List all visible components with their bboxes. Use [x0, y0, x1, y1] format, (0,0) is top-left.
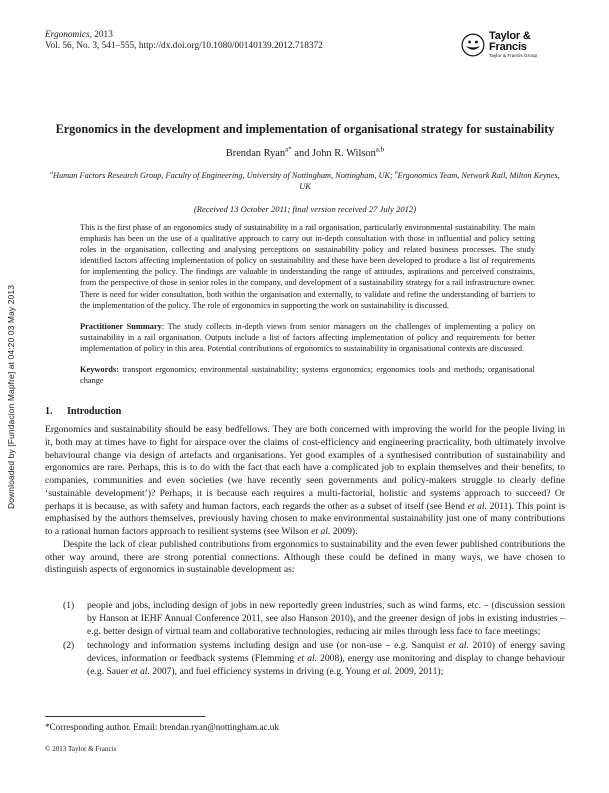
keywords-text: transport ergonomics; environmental sustainability; systems ergonomics; ergonomics tools and methods; organisational change	[80, 365, 535, 386]
publisher-name: Taylor & Francis	[489, 29, 531, 53]
affiliation-a: Human Factors Research Group, Faculty of Engineering, University of Nottingham, Nottingham, UK;	[53, 171, 395, 180]
page-title: Ergonomics in the development and implementation of organisational strategy for sustainability	[55, 122, 555, 136]
author-name-first: Brendan Ryan	[225, 148, 286, 159]
intro-p1-etal-1: et al.	[467, 500, 487, 512]
author-affiliation-marker-b: a,b	[375, 145, 385, 154]
affiliation-b: Ergonomics Team, Network Rail, Milton Keynes, UK	[299, 171, 560, 191]
affiliation-marker-a: a	[50, 170, 54, 177]
abstract-block	[80, 222, 535, 386]
list-item-etal-1: et al.	[448, 640, 469, 652]
publisher-logo	[461, 28, 565, 62]
intro-paragraph-2: Despite the lack of clear published contributions from ergonomics to sustainability and the even fewer published contributions the other way around, there are strong potential connections. Although these could be defined in many ways, we have chosen to distinguish aspects of ergonomics in sustainable development as:	[45, 538, 565, 576]
list-item-text-d: 2007), and fuel efficiency systems in driving (e.g. Young	[149, 665, 373, 677]
list-item-etal-3: et al.	[130, 665, 150, 677]
publisher-group-name: Taylor & Francis Group	[489, 53, 538, 59]
list-item-text-a: technology and information systems including design and use (or non-use – e.g. Sanquist	[87, 640, 449, 652]
author-affiliation-marker-a: a*	[285, 145, 292, 154]
author-list	[45, 145, 565, 159]
journal-volume-line: Vol. 56, No. 3, 541–555, http://dx.doi.org/10.1080/00140139.2012.718372	[45, 41, 323, 52]
journal-year: , 2013	[89, 30, 113, 40]
section-heading-introduction	[45, 406, 121, 417]
footnote-divider	[45, 716, 205, 717]
list-item	[45, 640, 565, 678]
keywords-label: Keywords:	[80, 365, 119, 375]
download-stamp	[0, 0, 22, 793]
affiliation-list	[45, 170, 565, 192]
list-item-etal-4: et al.	[373, 665, 393, 677]
intro-paragraph-1	[45, 424, 565, 539]
publisher-logo-text	[489, 31, 565, 59]
corresponding-author-footnote: *Corresponding author. Email: brendan.ryan@nottingham.ac.uk	[45, 722, 279, 732]
intro-p1-etal-2: et al.	[311, 526, 331, 537]
keywords-paragraph	[80, 364, 535, 386]
intro-p1-part-b: 2011). This point is emphasised by the authors themselves, previously having chosen to make environmental sustainability just one of many contributions to a rational human factors approach to resilient systems (see Wilson	[45, 500, 565, 537]
received-date: (Received 13 October 2011; final version received 27 July 2012)	[193, 204, 417, 214]
page-content	[45, 0, 565, 793]
abstract-paragraph: This is the first phase of an ergonomics study of sustainability in a rail organisation, particularly environmental sustainability. The main emphasis has been on the use of a qualitative approach to carry out in-depth consultation with those in influential and policy setting roles in the organisation, collecting and analysing perceptions on sustainability policy and related business processes. The study identified factors affecting implementation of policy on sustainability and these have been developed to produce a list of requirements for implementing the policy. The findings are valuable in understanding the range of attitudes, aspirations and perceived constraints, from the perspective of those in senior roles in the company, and development of a sustainability strategy for a rail infrastructure owner. There is need for wider consultation, both within the organisation and externally, to validate and refine the understanding of barriers to the implementation of the policy. The role of ergonomics in supporting the work on sustainability is discussed.	[80, 223, 535, 310]
intro-p1-part-a: Ergonomics and sustainability should be easy bedfellows. They are both concerned with improving the world for the people living in it, both may at times have to fight for airspace over the claims of cost-efficiency and engineering practicality, both ultimately involve behavioural change via design of artefacts and organisations. Yet good examples of a synthesised contribution of sustainability and ergonomics are rare. Perhaps, this is to do with the fact that each have a complicated job to explain themselves and their benefits, to companies, communities and even societies (we have recently seen governments and policy-makers struggle to clearly define ‘sustainable development’)? Perhaps, it is because each requires a multi-factorial, holistic and systems approach to succeed? Or perhaps it is because, as with safety and human factors, each regards the other as a subset of itself (see Bend	[45, 424, 565, 512]
list-item-marker: (1)	[63, 600, 75, 611]
list-item-marker: (2)	[63, 640, 75, 652]
download-stamp-text: Downloaded by [Fundacion Mapfre] at 04:20 03 May 2013	[6, 284, 16, 509]
practitioner-summary-paragraph	[80, 321, 535, 354]
list-item-text-b: 2010) of energy saving devices, information or feedback systems (Flemming	[87, 640, 565, 664]
practitioner-summary-text: : The study collects in-depth views from senior managers on the challenges of implementing a policy on sustainability in a rail organisation. Outputs include a list of factors affecting implementation of policy and requirements for better implementation of policy in this area. Potential contributions of ergonomics to sustainability in organisational contexts are discussed.	[80, 321, 535, 353]
author-conjunction: and	[291, 148, 312, 159]
affiliation-marker-b: b	[394, 170, 398, 177]
list-item-etal-2: et al.	[297, 653, 318, 664]
section-number: 1.	[45, 406, 53, 417]
title-block	[45, 122, 565, 214]
introduction-body	[45, 424, 565, 577]
list-item-text-c: 2008), energy use monitoring and display to change behaviour (e.g. Sauer	[87, 653, 565, 677]
copyright-notice: © 2013 Taylor & Francis	[45, 745, 117, 753]
author-name-second: John R. Wilson	[312, 148, 376, 159]
list-item	[45, 600, 565, 638]
section-title: Introduction	[67, 406, 122, 417]
list-item-text-e: 2009, 2011);	[392, 665, 444, 677]
taylor-francis-globe-icon	[461, 33, 485, 57]
list-item-text: people and jobs, including design of jobs in new reportedly green industries, such as wind farms, etc. – (discussion session by Hanson at IEHF Annual Conference 2011, see also Hanson 2010), and the greener design of jobs in existing industries – e.g. better design of virtual team and collaborative technologies, reducing air miles through less face to face meetings;	[87, 600, 565, 637]
ergonomics-aspects-list	[45, 600, 565, 679]
practitioner-summary-label: Practitioner Summary	[80, 321, 162, 331]
journal-masthead	[45, 29, 565, 59]
intro-p1-part-c: 2009).	[330, 526, 358, 537]
journal-name: Ergonomics	[45, 30, 90, 40]
